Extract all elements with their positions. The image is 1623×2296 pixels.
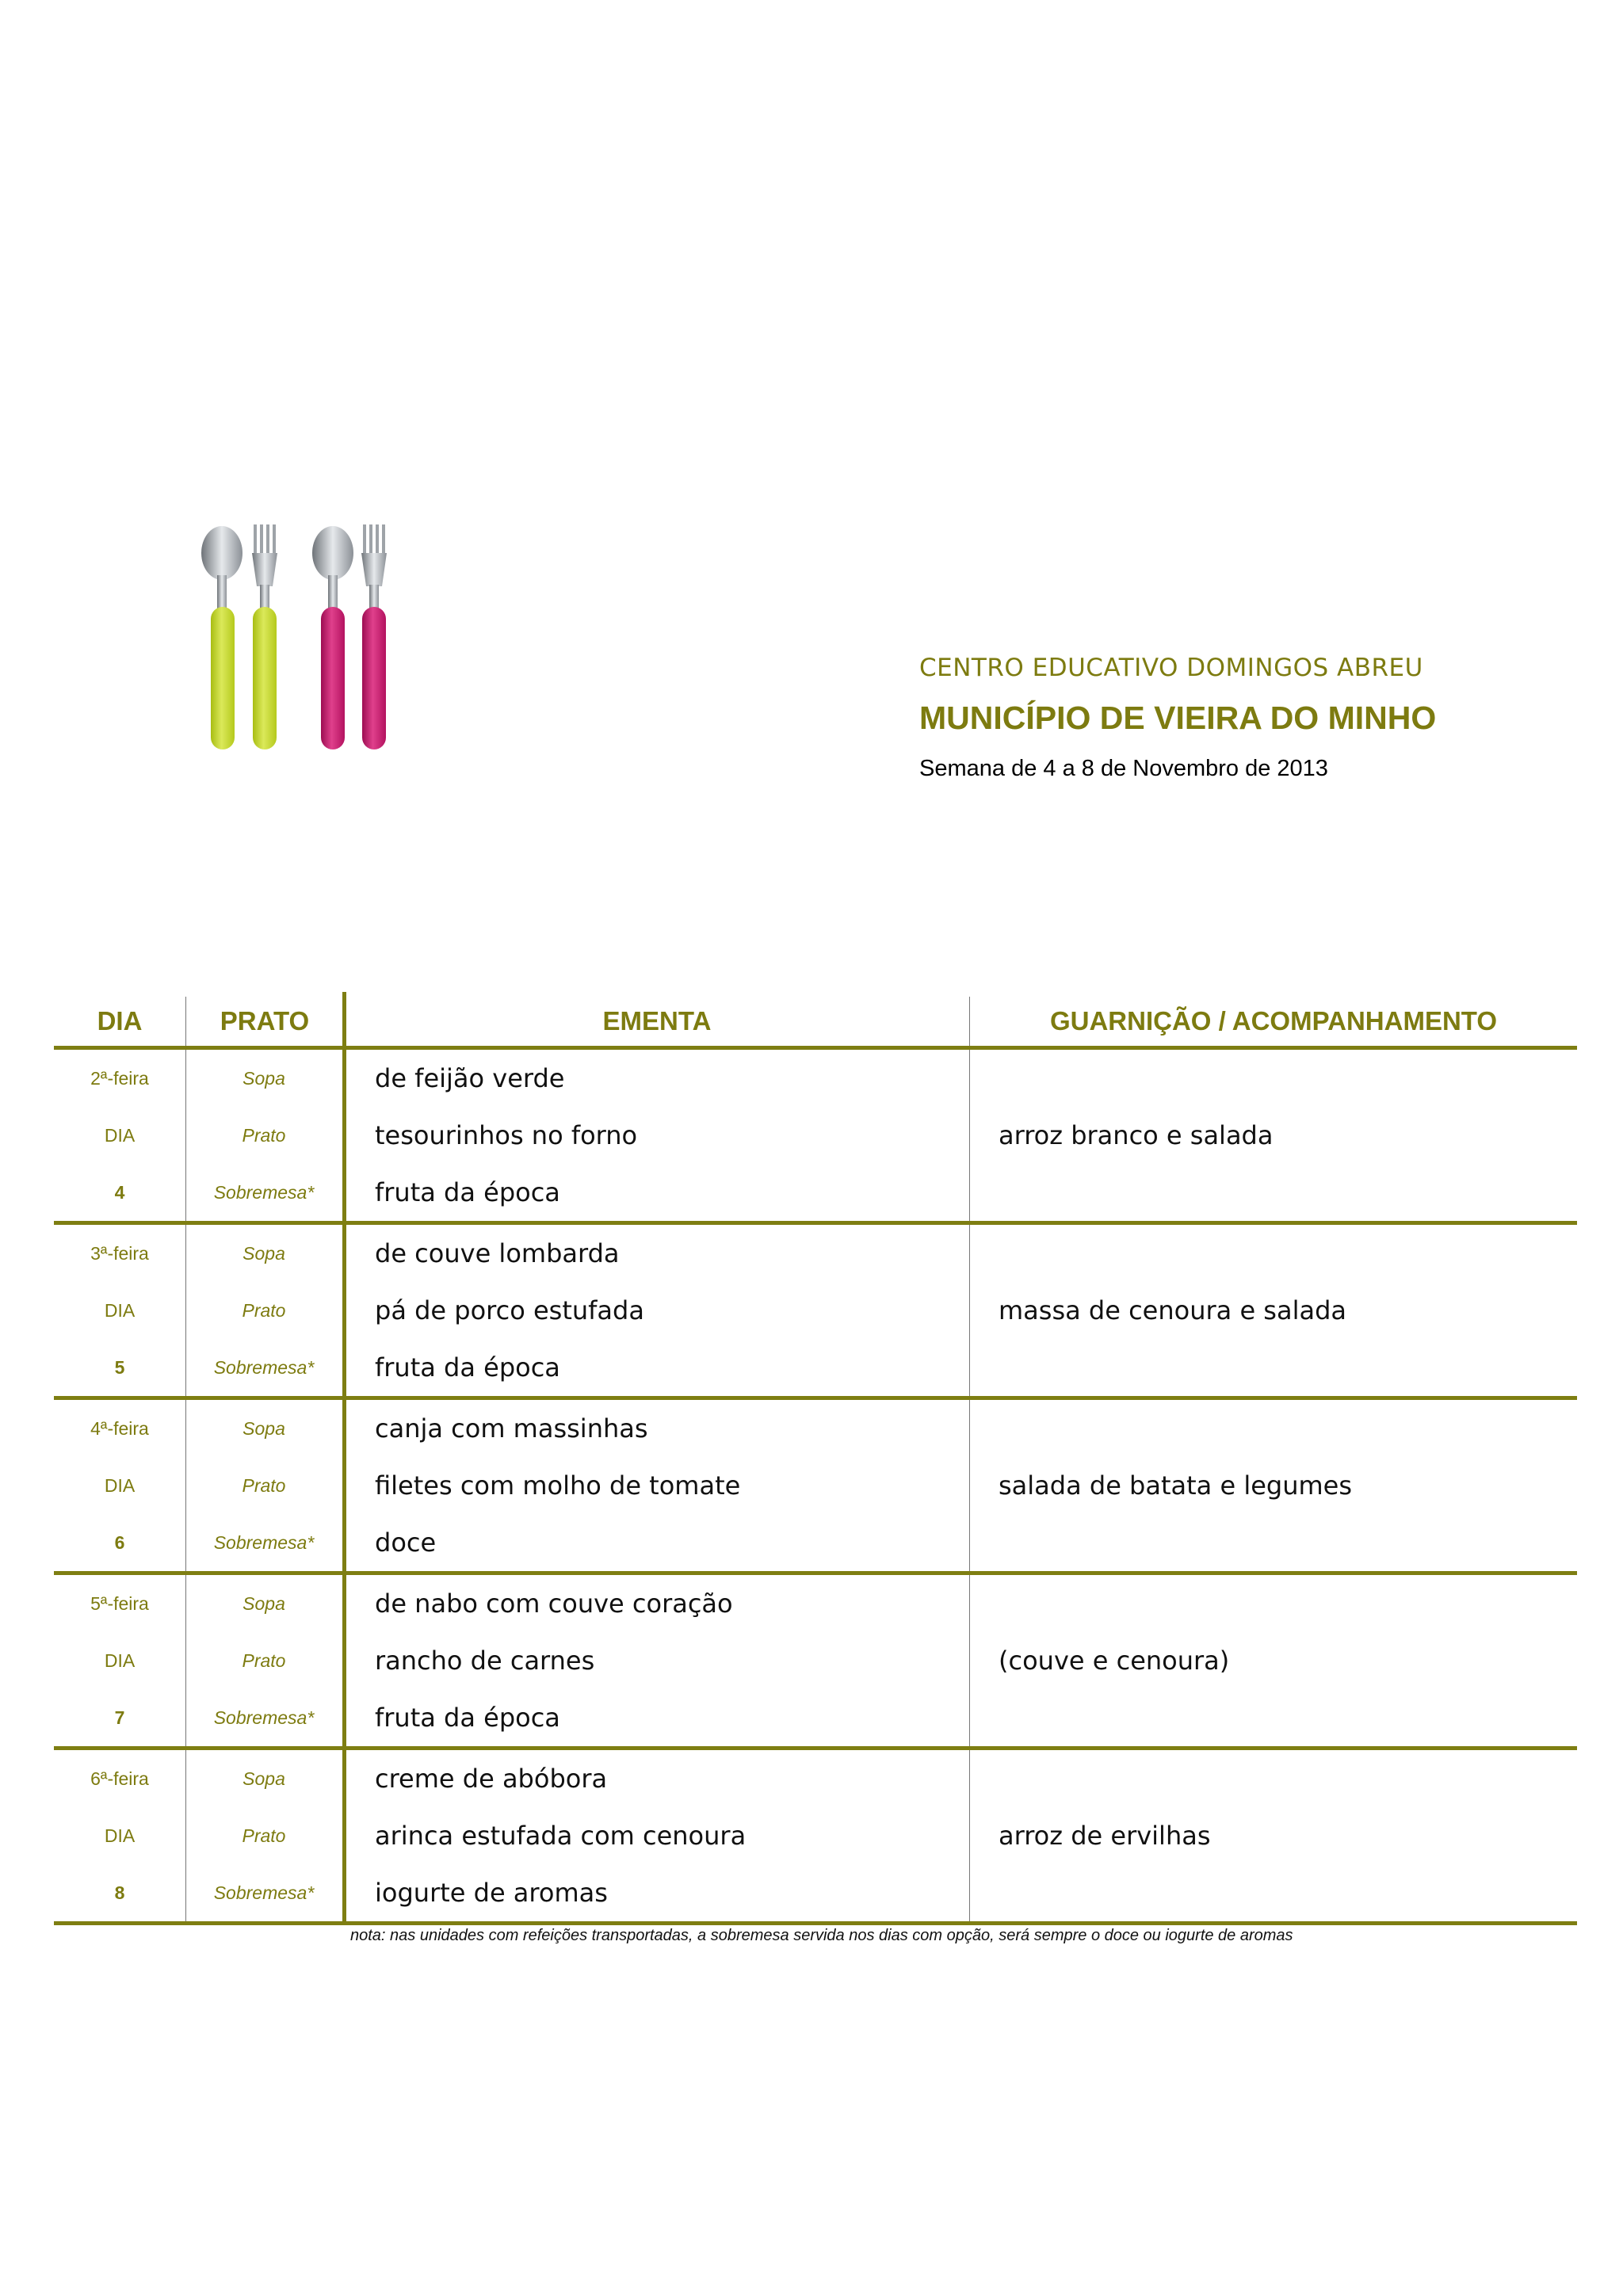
course-label: Prato xyxy=(242,1825,286,1846)
side-dish: arroz branco e salada xyxy=(999,1120,1274,1150)
menu-main: rancho de carnes xyxy=(375,1646,595,1676)
course-label: Sobremesa* xyxy=(213,1882,315,1903)
week-range: Semana de 4 a 8 de Novembro de 2013 xyxy=(919,756,1328,781)
course-label: Sobremesa* xyxy=(213,1707,315,1728)
menu-main: arinca estufada com cenoura xyxy=(375,1821,747,1851)
weekday: 3ª-feira xyxy=(90,1243,149,1264)
weekday: 5ª-feira xyxy=(90,1593,149,1614)
course-label: Sopa xyxy=(242,1768,285,1789)
weekday: 6ª-feira xyxy=(90,1768,149,1789)
dia-label: DIA xyxy=(104,1125,136,1146)
menu-dessert: fruta da época xyxy=(375,1703,560,1733)
course-label: Prato xyxy=(242,1125,286,1146)
dia-label: DIA xyxy=(104,1650,136,1671)
day-group xyxy=(54,1400,1577,1575)
menu-main: filetes com molho de tomate xyxy=(375,1470,741,1501)
side-dish: (couve e cenoura) xyxy=(999,1646,1230,1676)
dia-label: DIA xyxy=(104,1825,136,1846)
course-label: Sopa xyxy=(242,1068,285,1089)
menu-soup: canja com massinhas xyxy=(375,1413,648,1444)
menu-soup: de couve lombarda xyxy=(375,1238,620,1268)
municipality-title: MUNICÍPIO DE VIEIRA DO MINHO xyxy=(919,700,1437,736)
table-header xyxy=(54,997,1577,1050)
day-group xyxy=(54,1750,1577,1925)
menu-dessert: fruta da época xyxy=(375,1177,560,1207)
course-label: Sobremesa* xyxy=(213,1357,315,1378)
day-group xyxy=(54,1050,1577,1225)
day-group xyxy=(54,1575,1577,1750)
school-name: CENTRO EDUCATIVO DOMINGOS ABREU xyxy=(919,654,1423,682)
weekday: 2ª-feira xyxy=(90,1068,149,1089)
day-number: 6 xyxy=(114,1532,125,1553)
menu-dessert: doce xyxy=(375,1527,437,1558)
header xyxy=(919,654,1593,782)
menu-main: tesourinhos no forno xyxy=(375,1120,638,1150)
weekday: 4ª-feira xyxy=(90,1418,149,1439)
menu-dessert: iogurte de aromas xyxy=(375,1878,608,1908)
header-prato: PRATO xyxy=(220,1006,310,1035)
menu-dessert: fruta da época xyxy=(375,1352,560,1383)
header-ementa: EMENTA xyxy=(602,1006,712,1035)
course-label: Sobremesa* xyxy=(213,1532,315,1553)
day-number: 7 xyxy=(114,1707,125,1728)
header-guarnicao: GUARNIÇÃO / ACOMPANHAMENTO xyxy=(1049,1006,1498,1035)
dia-label: DIA xyxy=(104,1300,136,1321)
course-label: Prato xyxy=(242,1650,286,1671)
course-label: Sopa xyxy=(242,1243,285,1264)
menu-soup: de nabo com couve coração xyxy=(375,1589,733,1619)
side-dish: massa de cenoura e salada xyxy=(999,1295,1346,1325)
day-group xyxy=(54,1225,1577,1400)
day-number: 4 xyxy=(114,1182,125,1203)
dia-label: DIA xyxy=(104,1475,136,1496)
menu-soup: de feijão verde xyxy=(375,1063,565,1093)
menu-table xyxy=(54,997,1577,1925)
cutlery-icon xyxy=(197,523,450,753)
course-label: Sopa xyxy=(242,1593,285,1614)
course-label: Sobremesa* xyxy=(213,1182,315,1203)
side-dish: arroz de ervilhas xyxy=(999,1821,1211,1851)
menu-soup: creme de abóbora xyxy=(375,1764,608,1794)
course-label: Prato xyxy=(242,1475,286,1496)
day-number: 8 xyxy=(114,1882,125,1903)
header-dia: DIA xyxy=(97,1006,143,1035)
course-label: Prato xyxy=(242,1300,286,1321)
day-number: 5 xyxy=(114,1357,125,1378)
course-label: Sopa xyxy=(242,1418,285,1439)
side-dish: salada de batata e legumes xyxy=(999,1470,1353,1501)
footnote: nota: nas unidades com refeições transportadas, a sobremesa servida nos dias com opção, será sempre o doce ou iogurte de aromas xyxy=(350,1927,1293,1944)
menu-main: pá de porco estufada xyxy=(375,1295,644,1325)
